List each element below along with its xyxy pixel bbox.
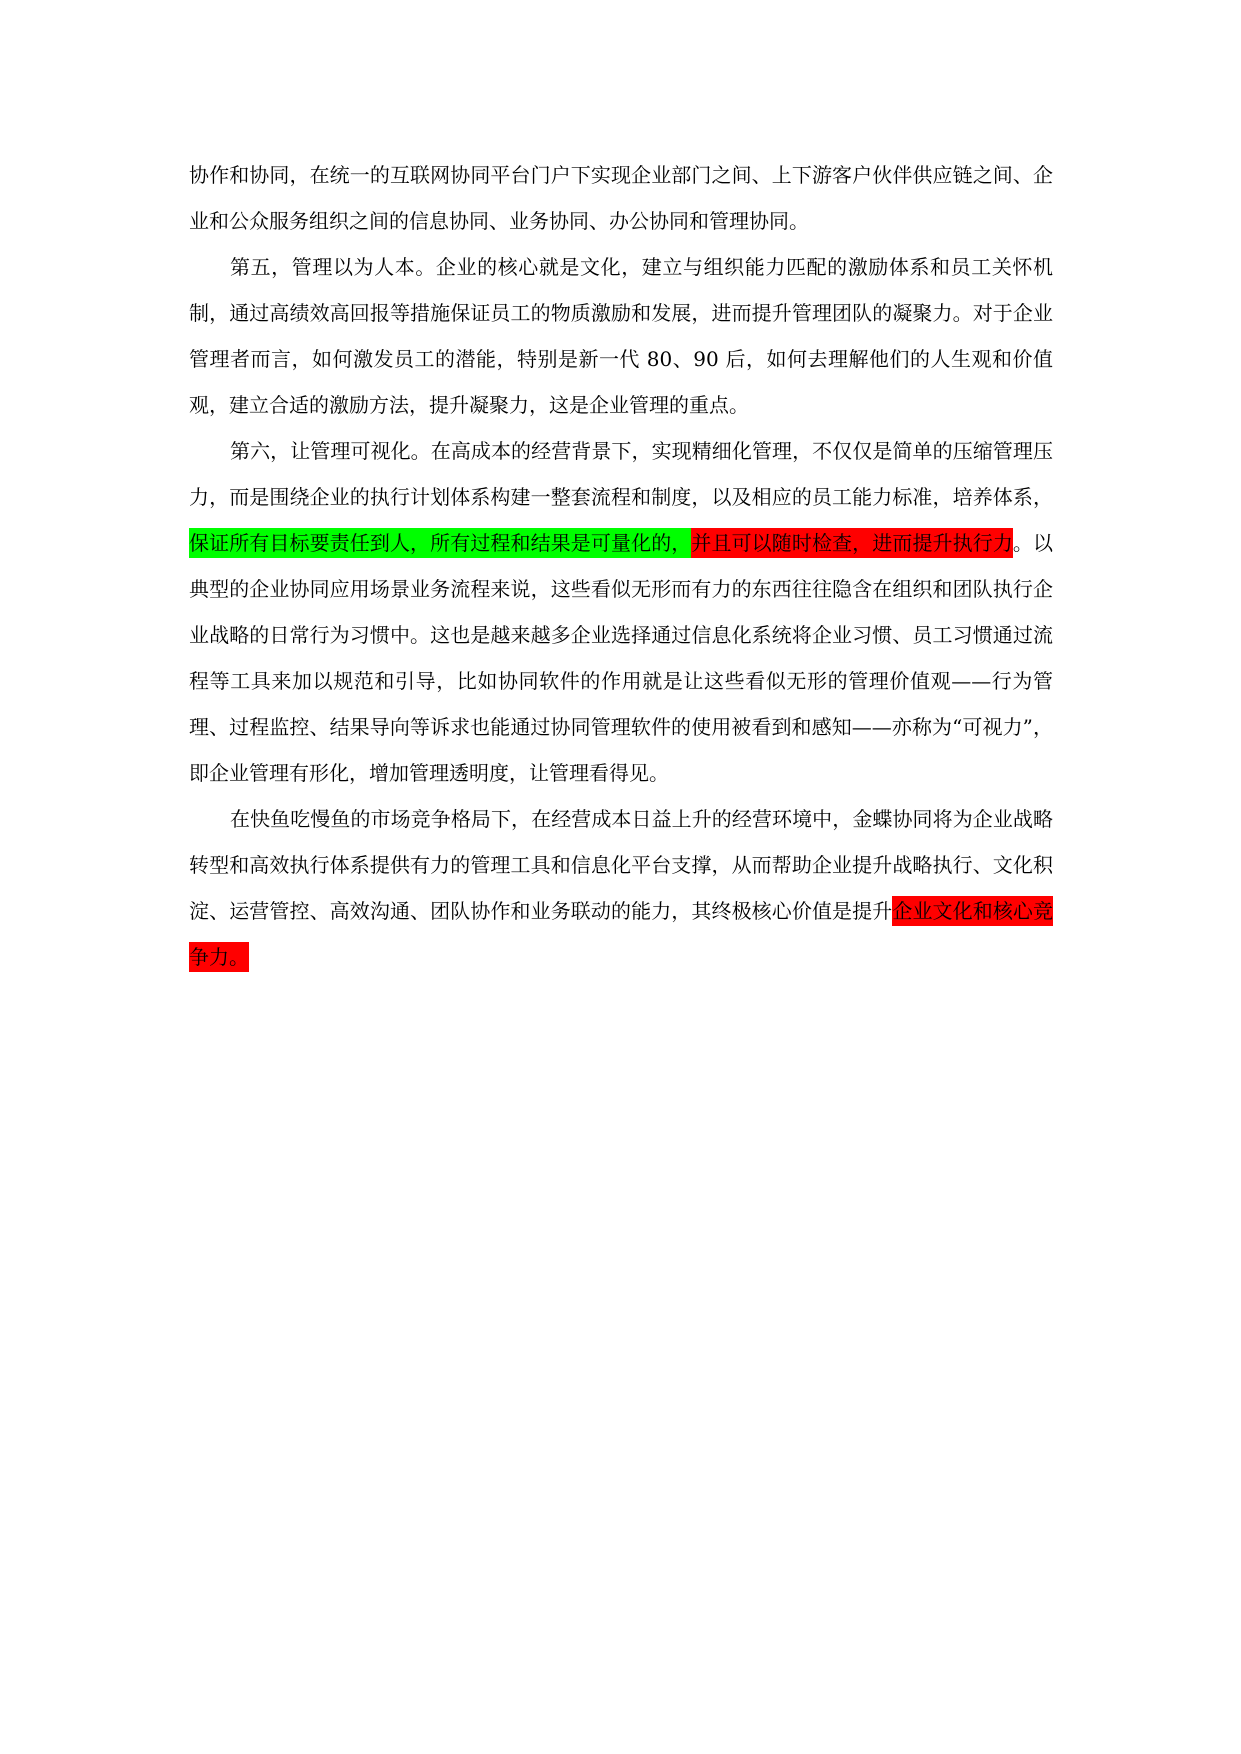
paragraph-collaboration (189, 152, 1053, 244)
paragraph-text: 第五，管理以为人本。企业的核心就是文化，建立与组织能力匹配的激励体系和员工关怀机制，通过高绩效高回报等措施保证员工的物质激励和发展，进而提升管理团队的凝聚力。对于企业管理者而言，如何激发员工的潜能，特别是新一代 80、90 后，如何去理解他们的人生观和价值观，建立合适的激励方法，提升凝聚力，这是企业管理的重点。 (189, 255, 1053, 417)
highlight-green: 保证所有目标要责任到人，所有过程和结果是可量化的， (189, 528, 691, 558)
paragraph-visualized-management (189, 428, 1053, 796)
highlight-red: 企业文化和核心竞争力。 (189, 896, 1053, 972)
paragraph-people-oriented (189, 244, 1053, 428)
highlight-red: 并且可以随时检查，进而提升执行力 (691, 528, 1013, 558)
paragraph-text: 在快鱼吃慢鱼的市场竞争格局下，在经营成本日益上升的经营环境中，金蝶协同将为企业战略转型和高效执行体系提供有力的管理工具和信息化平台支撑，从而帮助企业提升战略执行、文化积淀、运营管控、高效沟通、团队协作和业务联动的能力，其终极核心价值是提升 (189, 807, 1053, 923)
document-body (189, 152, 1053, 980)
paragraph-text: 。以典型的企业协同应用场景业务流程来说，这些看似无形而有力的东西往往隐含在组织和团队执行企业战略的日常行为习惯中。这也是越来越多企业选择通过信息化系统将企业习惯、员工习惯通过流程等工具来加以规范和引导，比如协同软件的作用就是让这些看似无形的管理价值观——行为管理、过程监控、结果导向等诉求也能通过协同管理软件的使用被看到和感知——亦称为“可视力”，即企业管理有形化，增加管理透明度，让管理看得见。 (189, 531, 1054, 785)
paragraph-conclusion (189, 796, 1053, 980)
paragraph-text: 第六，让管理可视化。在高成本的经营背景下，实现精细化管理，不仅仅是简单的压缩管理压力，而是围绕企业的执行计划体系构建一整套流程和制度，以及相应的员工能力标准，培养体系， (189, 439, 1053, 509)
paragraph-text: 协作和协同，在统一的互联网协同平台门户下实现企业部门之间、上下游客户伙伴供应链之间、企业和公众服务组织之间的信息协同、业务协同、办公协同和管理协同。 (189, 163, 1053, 233)
